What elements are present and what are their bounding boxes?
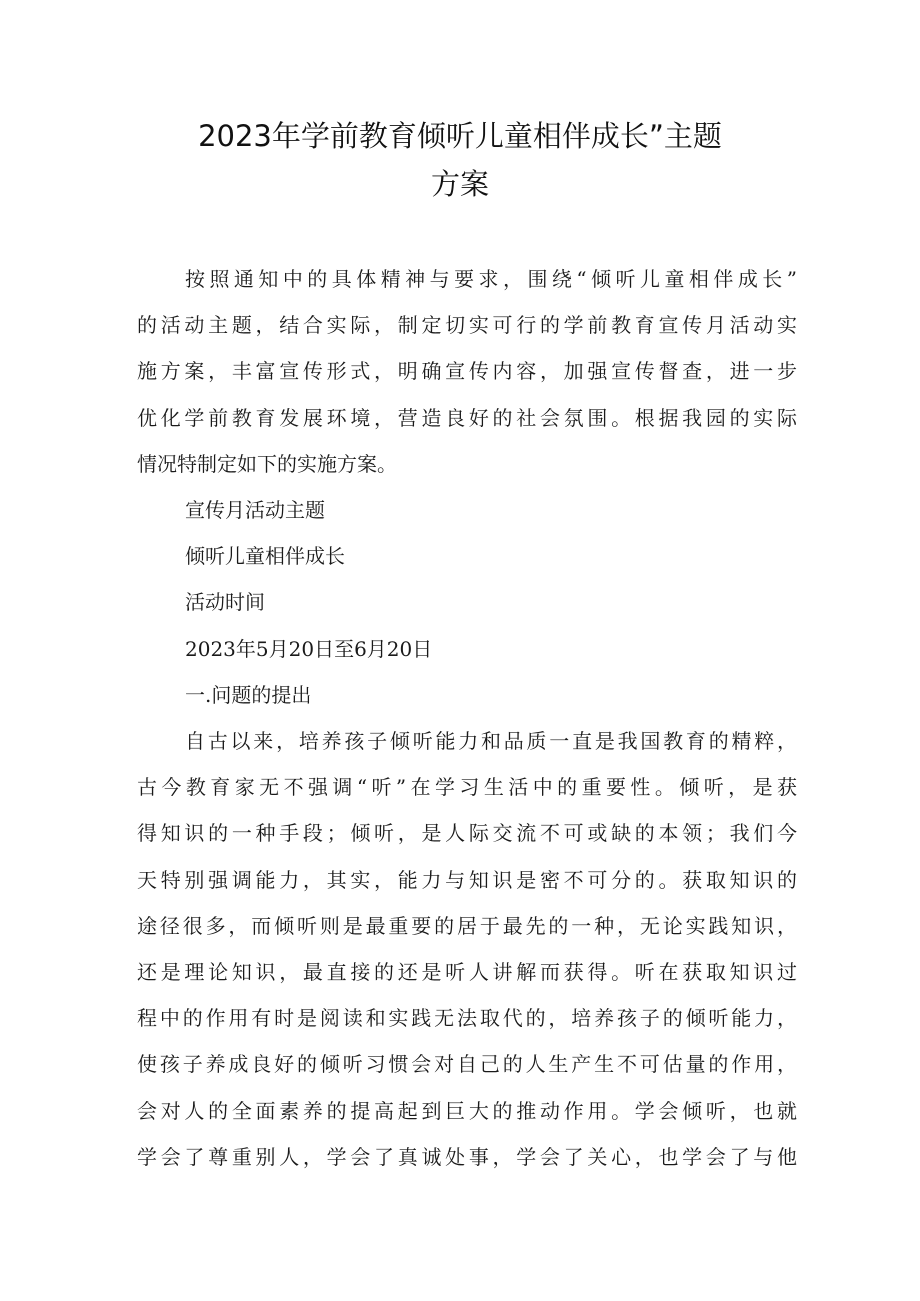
text-line: 按照通知中的具体精神与要求，围绕“倾听儿童相伴成长” bbox=[185, 267, 797, 291]
text-line: 2023年5月20日至6月20日 bbox=[185, 636, 433, 661]
text-line: 自古以来，培养孩子倾听能力和品质一直是我国教育的精粹， bbox=[185, 729, 797, 754]
text-line: 施方案，丰富宣传形式，明确宣传内容，加强宣传督查，进一步 bbox=[137, 359, 797, 384]
heading-time bbox=[137, 579, 797, 625]
text-line: 还是理论知识，最直接的还是听人讲解而获得。听在获取知识过 bbox=[137, 960, 797, 985]
document-title-line-2: 方案 bbox=[430, 167, 489, 201]
document-body bbox=[137, 256, 797, 1180]
text-line: 得知识的一种手段；倾听，是人际交流不可或缺的本领；我们今 bbox=[137, 821, 797, 846]
text-line: 古今教育家无不强调“听”在学习生活中的重要性。倾听，是获 bbox=[137, 775, 797, 800]
text-line: 天特别强调能力，其实，能力与知识是密不可分的。获取知识的 bbox=[137, 867, 797, 892]
paragraph-listening bbox=[137, 718, 797, 1180]
text-line: 使孩子养成良好的倾听习惯会对自己的人生产生不可估量的作用， bbox=[137, 1052, 797, 1077]
time-text bbox=[137, 626, 797, 672]
text-line: 程中的作用有时是阅读和实践无法取代的，培养孩子的倾听能力， bbox=[137, 1006, 797, 1031]
section-heading-problem bbox=[137, 672, 797, 718]
text-line: 学会了尊重别人，学会了真诚处事，学会了关心，也学会了与他 bbox=[137, 1144, 797, 1169]
text-line: 会对人的全面素养的提高起到巨大的推动作用。学会倾听，也就 bbox=[137, 1098, 797, 1123]
heading-theme bbox=[137, 487, 797, 533]
text-line: 倾听儿童相伴成长 bbox=[185, 544, 345, 569]
text-line: 宣传月活动主题 bbox=[185, 498, 325, 523]
text-line: 一.问题的提出 bbox=[185, 682, 312, 707]
text-line: 途径很多，而倾听则是最重要的居于最先的一种，无论实践知识， bbox=[137, 913, 797, 938]
text-line: 活动时间 bbox=[185, 590, 265, 615]
text-line: 优化学前教育发展环境，营造良好的社会氛围。根据我园的实际 bbox=[137, 405, 797, 430]
document-title-line-1: 2023年学前教育倾听儿童相伴成长”主题 bbox=[198, 119, 722, 153]
theme-text bbox=[137, 533, 797, 579]
paragraph-intro bbox=[137, 256, 797, 487]
text-line: 情况特制定如下的实施方案。 bbox=[137, 451, 397, 476]
text-line: 的活动主题，结合实际，制定切实可行的学前教育宣传月活动实 bbox=[137, 313, 797, 338]
